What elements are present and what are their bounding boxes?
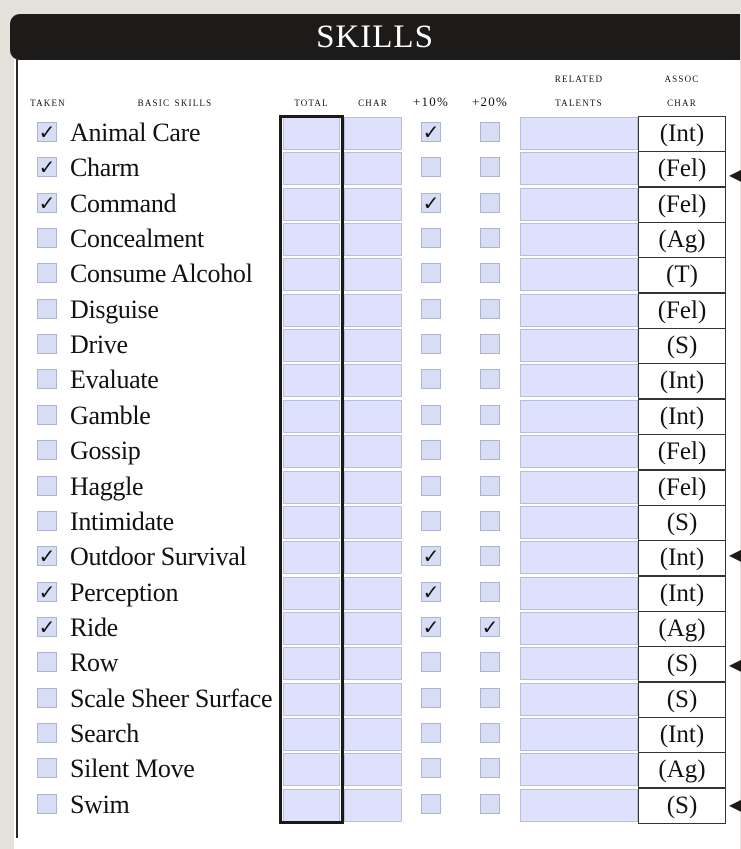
skill-name: Gamble: [70, 400, 151, 430]
char-field[interactable]: [344, 718, 402, 751]
taken-checkbox[interactable]: [37, 511, 57, 531]
related-talents-field[interactable]: [520, 506, 638, 539]
header-assoc-1: assoc: [664, 70, 700, 85]
skill-name: Outdoor Survival: [70, 542, 247, 572]
taken-checkbox[interactable]: [37, 334, 57, 354]
plus10-checkbox[interactable]: [421, 688, 441, 708]
assoc-char: (Fel): [638, 470, 726, 506]
skill-row: [0, 682, 740, 717]
plus10-checkbox[interactable]: [421, 723, 441, 743]
skill-row: [0, 293, 740, 328]
plus10-checkbox[interactable]: [421, 334, 441, 354]
skill-row: [0, 328, 740, 363]
char-field[interactable]: [344, 258, 402, 291]
skill-row: [0, 752, 740, 787]
plus20-checkbox[interactable]: [480, 511, 500, 531]
skill-name: Disguise: [70, 294, 159, 324]
skill-row: [0, 222, 740, 257]
plus20-checkbox[interactable]: [480, 723, 500, 743]
header-char: char: [358, 94, 388, 109]
check-mark-icon: ✓: [38, 544, 56, 569]
related-talents-field[interactable]: [520, 400, 638, 433]
taken-checkbox[interactable]: [37, 155, 57, 180]
char-field[interactable]: [344, 152, 402, 185]
plus10-checkbox[interactable]: [421, 228, 441, 248]
skills-title: SKILLS: [10, 14, 740, 60]
assoc-char: (S): [638, 682, 726, 718]
header-plus10: +10%: [413, 94, 449, 109]
related-talents-field[interactable]: [520, 577, 638, 610]
plus10-checkbox[interactable]: [421, 263, 441, 283]
check-mark-icon: ✓: [422, 544, 440, 569]
plus10-checkbox[interactable]: [421, 122, 441, 142]
taken-checkbox[interactable]: [37, 263, 57, 283]
plus20-checkbox[interactable]: [480, 299, 500, 319]
skill-name: Silent Move: [70, 754, 195, 784]
assoc-char: (T): [638, 257, 726, 293]
related-talents-field[interactable]: [520, 152, 638, 185]
skill-name: Charm: [70, 153, 140, 183]
skill-row: [0, 788, 740, 823]
skill-row: [0, 116, 740, 151]
char-field[interactable]: [344, 577, 402, 610]
plus20-checkbox[interactable]: [480, 476, 500, 496]
check-mark-icon: ✓: [38, 155, 56, 180]
char-field[interactable]: [344, 294, 402, 327]
header-total: total: [294, 94, 329, 109]
plus20-checkbox[interactable]: [480, 546, 500, 566]
plus10-checkbox[interactable]: [421, 157, 441, 177]
related-talents-field[interactable]: [520, 223, 638, 256]
assoc-char: (Ag): [638, 611, 726, 647]
assoc-char: (Fel): [638, 151, 726, 187]
char-field[interactable]: [344, 435, 402, 468]
plus10-checkbox[interactable]: [421, 299, 441, 319]
related-talents-field[interactable]: [520, 188, 638, 221]
skill-name: Row: [70, 648, 119, 678]
plus20-checkbox[interactable]: [480, 263, 500, 283]
skill-name: Gossip: [70, 436, 141, 466]
related-talents-field[interactable]: [520, 753, 638, 786]
assoc-char: (Int): [638, 717, 726, 753]
skill-name: Concealment: [70, 224, 204, 254]
plus10-checkbox[interactable]: [421, 544, 441, 569]
skill-row: [0, 470, 740, 505]
skill-name: Evaluate: [70, 365, 159, 395]
skill-row: [0, 576, 740, 611]
plus20-checkbox[interactable]: [480, 193, 500, 213]
page-tab-icon: ◀: [729, 657, 741, 674]
taken-checkbox[interactable]: [37, 190, 57, 215]
skill-row: [0, 151, 740, 186]
related-talents-field[interactable]: [520, 364, 638, 397]
skill-name: Perception: [70, 577, 179, 607]
related-talents-field[interactable]: [520, 435, 638, 468]
plus20-checkbox[interactable]: [480, 122, 500, 142]
check-mark-icon: ✓: [422, 579, 440, 604]
skill-row: [0, 611, 740, 646]
header-related-1: related: [554, 70, 604, 85]
skill-name: Swim: [70, 789, 130, 819]
skill-row: [0, 505, 740, 540]
assoc-char: (S): [638, 646, 726, 682]
skill-row: [0, 434, 740, 469]
assoc-char: (S): [638, 788, 726, 824]
plus20-checkbox[interactable]: [480, 157, 500, 177]
plus20-checkbox[interactable]: [480, 369, 500, 389]
assoc-char: (Int): [638, 399, 726, 435]
header-taken: taken: [30, 94, 66, 109]
assoc-char: (Int): [638, 363, 726, 399]
char-field[interactable]: [344, 647, 402, 680]
taken-checkbox[interactable]: [37, 369, 57, 389]
check-mark-icon: ✓: [422, 190, 440, 215]
skill-row: [0, 187, 740, 222]
char-field[interactable]: [344, 612, 402, 645]
skill-name: Haggle: [70, 471, 144, 501]
related-talents-field[interactable]: [520, 117, 638, 150]
assoc-char: (S): [638, 505, 726, 541]
plus20-checkbox[interactable]: [480, 440, 500, 460]
skill-name: Drive: [70, 330, 128, 360]
plus20-checkbox[interactable]: [480, 794, 500, 814]
related-talents-field[interactable]: [520, 294, 638, 327]
plus10-checkbox[interactable]: [421, 614, 441, 639]
char-field[interactable]: [344, 400, 402, 433]
taken-checkbox[interactable]: [37, 794, 57, 814]
taken-checkbox[interactable]: [37, 688, 57, 708]
check-mark-icon: ✓: [38, 190, 56, 215]
check-mark-icon: ✓: [422, 614, 440, 639]
char-field[interactable]: [344, 471, 402, 504]
skill-row: [0, 399, 740, 434]
assoc-char: (Int): [638, 540, 726, 576]
taken-checkbox[interactable]: [37, 122, 57, 142]
plus10-checkbox[interactable]: [421, 369, 441, 389]
page-tab-icon: ◀: [729, 797, 741, 814]
plus10-checkbox[interactable]: [421, 652, 441, 672]
check-mark-icon: ✓: [38, 120, 56, 144]
char-field[interactable]: [344, 223, 402, 256]
skill-name: Consume Alcohol: [70, 259, 253, 289]
skill-name: Command: [70, 188, 177, 218]
char-field[interactable]: [344, 364, 402, 397]
assoc-char: (Fel): [638, 293, 726, 329]
skill-row: [0, 363, 740, 398]
related-talents-field[interactable]: [520, 647, 638, 680]
check-mark-icon: ✓: [38, 614, 56, 639]
header-basic-skills: basic skills: [137, 94, 213, 109]
taken-checkbox[interactable]: [37, 440, 57, 460]
plus20-checkbox[interactable]: [480, 582, 500, 602]
taken-checkbox[interactable]: [37, 758, 57, 778]
skill-name: Search: [70, 718, 139, 748]
char-field[interactable]: [344, 329, 402, 362]
assoc-char: (Int): [638, 576, 726, 612]
char-field[interactable]: [344, 506, 402, 539]
plus10-checkbox[interactable]: [421, 190, 441, 215]
assoc-char: (Ag): [638, 222, 726, 258]
plus20-checkbox[interactable]: [480, 652, 500, 672]
taken-checkbox[interactable]: [37, 228, 57, 248]
page-tab-icon: ◀: [729, 547, 741, 564]
plus10-checkbox[interactable]: [421, 440, 441, 460]
page-tab-icon: ◀: [729, 167, 741, 184]
plus10-checkbox[interactable]: [421, 476, 441, 496]
taken-checkbox[interactable]: [37, 723, 57, 743]
char-field[interactable]: [344, 683, 402, 716]
plus20-checkbox[interactable]: [480, 334, 500, 354]
related-talents-field[interactable]: [520, 612, 638, 645]
related-talents-field[interactable]: [520, 329, 638, 362]
char-field[interactable]: [344, 188, 402, 221]
plus20-checkbox[interactable]: [480, 405, 500, 425]
char-field[interactable]: [344, 117, 402, 150]
plus10-checkbox[interactable]: [421, 511, 441, 531]
related-talents-field[interactable]: [520, 541, 638, 574]
skill-name: Ride: [70, 612, 118, 642]
related-talents-field[interactable]: [520, 471, 638, 504]
skill-row: [0, 257, 740, 292]
taken-checkbox[interactable]: [37, 299, 57, 319]
header-plus20: +20%: [472, 94, 508, 109]
plus20-checkbox[interactable]: [480, 758, 500, 778]
char-field[interactable]: [344, 541, 402, 574]
plus10-checkbox[interactable]: [421, 758, 441, 778]
skill-name: Intimidate: [70, 506, 174, 536]
related-talents-field[interactable]: [520, 683, 638, 716]
related-talents-field[interactable]: [520, 718, 638, 751]
plus20-checkbox[interactable]: [480, 614, 500, 639]
check-mark-icon: ✓: [38, 579, 56, 604]
total-column-frame: [279, 115, 344, 824]
skill-row: [0, 717, 740, 752]
header-related-2: talents: [555, 94, 603, 109]
plus10-checkbox[interactable]: [421, 579, 441, 604]
taken-checkbox[interactable]: [37, 579, 57, 604]
skill-name: Animal Care: [70, 118, 201, 147]
taken-checkbox[interactable]: [37, 614, 57, 639]
taken-checkbox[interactable]: [37, 405, 57, 425]
check-mark-icon: ✓: [422, 120, 440, 144]
plus20-checkbox[interactable]: [480, 228, 500, 248]
assoc-char: (Fel): [638, 434, 726, 470]
skill-name: Scale Sheer Surface: [70, 683, 273, 713]
skill-row: [0, 540, 740, 575]
skill-row: [0, 646, 740, 681]
check-mark-icon: ✓: [481, 614, 499, 639]
char-field[interactable]: [344, 789, 402, 822]
assoc-char: (Fel): [638, 187, 726, 223]
plus10-checkbox[interactable]: [421, 405, 441, 425]
related-talents-field[interactable]: [520, 258, 638, 291]
taken-checkbox[interactable]: [37, 476, 57, 496]
assoc-char: (Ag): [638, 752, 726, 788]
assoc-char: (S): [638, 328, 726, 364]
taken-checkbox[interactable]: [37, 544, 57, 569]
plus20-checkbox[interactable]: [480, 688, 500, 708]
char-field[interactable]: [344, 753, 402, 786]
assoc-char: (Int): [638, 116, 726, 152]
header-assoc-2: char: [667, 94, 697, 109]
plus10-checkbox[interactable]: [421, 794, 441, 814]
taken-checkbox[interactable]: [37, 652, 57, 672]
related-talents-field[interactable]: [520, 789, 638, 822]
